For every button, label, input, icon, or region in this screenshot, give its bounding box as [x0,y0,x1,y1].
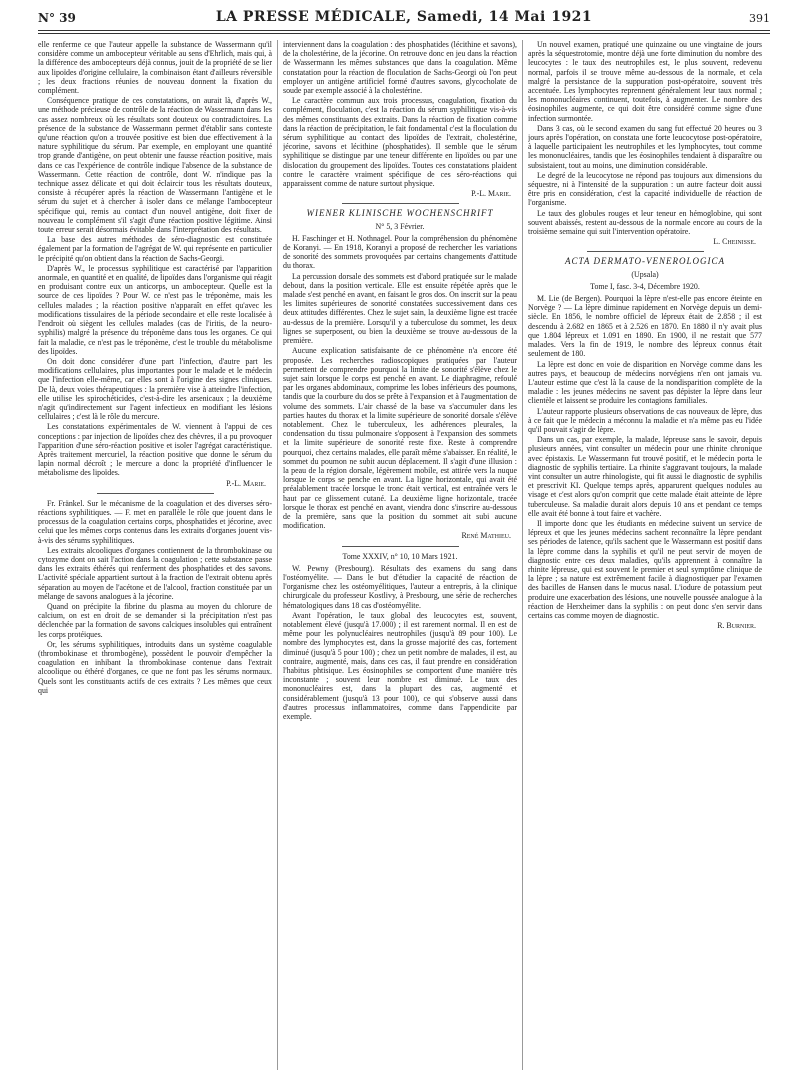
article-abstract: W. Pewny (Presbourg). Résultats des examens du sang dans l'ostéomyélite. — Dans le but d'étudier la capacité de réaction de l'organisme chez les ostéomyélitiques, l'auteur a entrepris, à la clinique chirurgicale du professeur Kostlivy, à Presbourg, une série de recherches hématologiques dans 18 cas d'ostéomyélite. [283,563,517,610]
paragraph: Le caractère commun aux trois processus, coagulation, fixation du complément, floculation, c'est la réaction du sérum syphilitique vis-à-vis des mêmes constituants des extraits. Dans la réaction de fixation comme dans la réaction de précipitation, le fait fondamental c'est la floculation du sérum syphilitique au contact des lipoïdes de l'extrait, cholestérine, jécorine, savons et lécithine (phosphatides). Il semble que le sérum syphilitique se distingue par une teneur différente en lipoïdes ou par une dislocation du groupement des lipoïdes. Toutes ces constatations plaident contre le caractère vraiment spécifique de ces séro-réactions qui apparaissent comme de nature surtout physique. [283,96,517,189]
author-signature: P.-L. Marie. [471,189,511,199]
paragraph: interviennent dans la coagulation : des phosphatides (lécithine et savons), de la cholestérine, de la jécorine. On retrouve donc en jeu dans la réaction de Wassermann les mêmes substances que dans la coagulation. Même constatation pour la réaction de floculation de Sachs-Georgi où l'on peut employer un antigène artificiel formé d'autres savons, glycocholate de soude par exemple associé à la cholestérine. [283,40,517,96]
header-rule-top [38,30,770,31]
column-divider-2 [522,40,523,1070]
paragraph: Le taux des globules rouges et leur teneur en hémoglobine, qui sont souvent abaissés, restent au-dessous de la normale encore au cours de la troisième semaine qui suit l'intervention opératoire. [528,208,762,237]
paragraph: Les extraits alcooliques d'organes contiennent de la thrombokinase ou cytozyme dont on sait l'action dans la coagulation ; cette substance passe dans les extraits éthérés qui renferment des phosphatides et des savons. L'activité spéciale appartient surtout à la fraction de l'extrait obtenu après séparation au moyen de l'acétone et de l'alcool, fraction constituée par un mélange de savons analogues à la jécorine. [38,545,272,601]
journal-header-title: LA PRESSE MÉDICALE, Samedi, 14 Mai 1921 [215,9,593,25]
author-signature: René Mathieu. [461,531,511,541]
paragraph: D'après W., le processus syphilitique est caractérisé par l'apparition anormale, en quantité et en qualité, de lipoïdes dans l'organisme qui réagit en produisant contre eux un anticorps, un ambocepteur. Quelle est la source de ces lipoïdes ? Pour W. ce n'est pas le tréponème, mais les cellules malades ; la réaction positive n'apparaît en effet qu'avec les modifications tissulaires de la période secondaire et elle reste localisée à l'endroit où siègent les cellules malades (cas de l'iritis, de la neuro-syphilis) malgré la présence du tréponème dans tous les organes. Ce qui fait la maladie, ce n'est pas le tréponème, c'est le trouble du métabolisme des lipoïdes. [38,263,272,356]
paragraph: Conséquence pratique de ces constatations, on aurait là, d'après W., une méthode précieuse de contrôle de la réaction de Wassermann dans les cas assez nombreux où les résultats sont douteux ou contradictoires. La présence de la substance de Wassermann permet d'établir sans conteste qu'une réaction qu'on a trouvée positive est bien due effectivement à la nature syphilitique du sérum. Par exemple, en employant une quantité trop grande d'antigène, on peut obtenir une fausse réaction positive, mais dans ce cas l'expérience de contrôle indique l'absence de la substance de Wassermann. Cette réaction de contrôle, dont W. n'indique pas la technique assez délicate et qui doit éclaircir tous les résultats douteux, consiste à récupérer après la réaction de Wassermann l'antigène et le sérum du sujet et à chercher à isoler dans ce mélange l'ambocepteur spécifique qui, remis au contact d'un nouvel antigène, doit fixer de nouveau le complément s'il s'agit d'une réaction positive légitime. Ainsi toute erreur serait désormais évitable dans l'interprétation des résultats. [38,96,272,235]
column-divider-1 [277,40,278,1070]
paragraph: La base des autres méthodes de séro-diagnostic est constituée également par la formation de l'agrégat de W. qui représente en particulier le précipité qu'on obtient dans la réaction de Sachs-Georgi. [38,235,272,263]
paragraph: Le degré de la leucocytose ne répond pas toujours aux dimensions du séquestre, ni à l'intensité de la suppuration : un autre facteur doit aussi être pris en considération, c'est la capacité individuelle de réaction de l'organisme. [528,170,762,208]
page-reference: 391 [749,12,770,25]
separator [342,203,459,204]
city-line: (Upsala) [631,269,659,279]
author-signature: P.-L. Marie. [226,478,266,488]
paragraph: Avant l'opération, le taux global des leucocytes est, souvent, notablement élevé (jusqu'à 17.000) ; il est rarement normal. Il en est de même pour les polynucléaires neutrophiles (jusqu'à 89 pour 100). Le nombre des lymphocytes est, dans la grosse majorité des cas, fortement diminué (jusqu'à 5 pour 100) ; chez un petit nombre de malades, il est, au contraire, augmenté, mais, dans ces cas, il faut prendre en considération l'habitus phtisique. Les éosinophiles se comportent d'une manière très inconstante ; souvent leur nombre est diminué. Le taux des mononucléaires est, dans la plupart des cas, augmenté et considérablement (jusqu'à 13 pour 100), ce qui s'observe aussi dans d'autres processus inflammatoires, comme dans l'appendicite par exemple. [283,610,517,722]
article-abstract: H. Faschinger et H. Nothnagel. Pour la compréhension du phénomène de Koranyi. — En 1918, Koranyi a proposé de rechercher les variations de sonorité des sommets provoquées par certains changements d'attitude du thorax. [283,233,517,271]
author-signature: L. Cheinisse. [713,237,756,247]
paragraph: Il importe donc que les étudiants en médecine suivent un service de lépreux et que les jeunes médecins sachent reconnaître la lèpre pendant ses périodes de latence, qu'ils sachent que le Wassermann est positif dans la lèpre comme dans la syphilis et qu'il ne peut servir de moyen de diagnostic entre ces deux maladies, qu'ils apprennent à connaître la rhinite lépreuse, qui est souvent le premier et seul symptôme clinique de la lèpre ; sa nature est extrêmement facile à diagnostiquer par l'examen des bacilles de Hansen dans le mucus nasal. L'iodure de potassium peut produire une exacerbation des lésions, une nouvelle poussée analogue à la réaction de Herxheimer dans la syphilis : on peut donc s'en servir dans certains cas comme moyen de diagnostic. [528,518,762,620]
page-number: N° 39 [38,11,76,25]
issue-line: Tome I, fasc. 3-4, Décembre 1920. [590,281,700,291]
column-1 [38,40,272,1072]
paragraph: La percussion dorsale des sommets est d'abord pratiquée sur le malade debout, dans la position verticale. Elle est ensuite répétée après que le malade s'est penché en avant, en faisant le gros dos. On inscrit sur la peau les limites supérieures de sonorité constatées successivement dans ces deux attitudes différentes. Chez le sujet sain, la deuxième ligne est tracée au-dessus de la première. Lorsqu'il y a tuberculose du sommet, les deux lignes se superposent, ou bien la deuxième se trouve au-dessous de la première. [283,271,517,346]
paragraph: Or, les sérums syphilitiques, introduits dans un système coagulable (thrombokinase et thrombogène), possèdent le pouvoir d'empêcher la coagulation en inhibant la thrombokinase contenue dans l'extrait alcoolique ou éthéré d'organes, ce que ne font pas les sérums normaux. Quels sont les constituants actifs de ces extraits ? Les mêmes que ceux qui [38,639,272,695]
journal-heading: ACTA DERMATO-VENEROLOGICA [565,256,725,267]
article-abstract: M. Lie (de Bergen). Pourquoi la lèpre n'est-elle pas encore éteinte en Norvège ? — La lèpre diminue rapidement en Norvège depuis un demi-siècle. En 1856, le nombre officiel de lépreux était de 2.858 ; il est descendu à 2.682 en 1865 et à 2.526 en 1870. En 1880 il n'y avait plus que 1.804 lépreux et 1.091 en 1890. En 1900, il ne restait que 577 malades. Vers la fin de 1919, le nombre des lépreux connus était seulement de 180. [528,294,762,359]
column-2 [283,40,517,1072]
paragraph: Aucune explication satisfaisante de ce phénomène n'a encore été proposée. Les recherches radioscopiques pratiquées par l'auteur permettent de comprendre pourquoi la limite de sonorité s'élève chez le sujet sain lorsque le corps est penché en avant. Le diaphragme, refoulé par les organes abdominaux, comprime les lobes inférieurs des poumons, tandis que la courbure du dos se prête à l'expansion et à l'augmentation de volume des sommets. L'air chassé de la base va s'accumuler dans les parties hautes du thorax et la limite supérieure de sonorité dorsale s'élève notablement. Chez le tuberculeux, les adhérences pleurales, la condensation du tissu pulmonaire s'opposent à l'expansion des sommets et la limite supérieure de sonorité reste fixe. Reste à comprendre pourquoi, chez certains malades, elle paraît même s'abaisser. En réalité, le sommet du poumon ne subit aucun déplacement. Il s'agit d'une illusion : la peau de la région dorsale, légèrement mobile, est attirée vers la nuque lorsque le corps se penche en avant. La ligne horizontale, qui avait été préalablement tracée lorsque le tronc était vertical, est entraînée vers le haut par ce glissement cutané. La deuxième ligne horizontale, tracée lorsque le thorax est penché en avant, viendra donc s'inscrire au-dessous de la première, sans que la position du sommet ait subi aucune modification. [283,346,517,531]
page-header [38,8,770,30]
paragraph: L'auteur rapporte plusieurs observations de cas nouveaux de lèpre, dus à ce fait que le médecin a méconnu la maladie et n'a même pas eu l'idée qu'il pouvait s'agir de lèpre. [528,406,762,434]
author-signature: R. Burnier. [717,621,756,631]
paragraph: Dans 3 cas, où le second examen du sang fut effectué 20 heures ou 3 jours après l'opération, on constata une forte leucocytose post-opératoire, à laquelle participaient les neutrophiles et les lymphocytes, tout comme les mononucléaires, tandis que les éosinophiles tendaient à disparaître ou subsistaient, tout au moins, une diminution considérable. [528,123,762,170]
journal-heading: WIENER KLINISCHE WOCHENSCHRIFT [306,208,494,219]
column-3 [528,40,762,1072]
separator [587,251,704,252]
header-rule-bottom [38,33,770,34]
paragraph: elle renferme ce que l'auteur appelle la substance de Wassermann qu'il considère comme un ambocepteur véritable au sens d'Ehrlich, mais qui, à la différence des ambocepteurs déjà connus, jouit de la propriété de se lier aux lipoïdes d'origine cellulaire, la combinaison étant d'ailleurs réversible ; les deux fractions réunies de nouveau donnent la fixation du complément. [38,40,272,96]
paragraph: On doit donc considérer d'une part l'infection, d'autre part les modifications cellulaires, plus importantes pour le malade et le médecin que l'infection elle-même, car elles sont à l'origine des signes cliniques. De là, deux voies thérapeutiques : la première vise à atteindre l'infection, elle utilise les spirochéticides, c'est-à-dire les arsenicaux ; la deuxième n'agit qu'indirectement sur l'agent infectieux en modifiant les lésions cellulaires ; c'est là le rôle du mercure. [38,356,272,422]
paragraph: Les constatations expérimentales de W. viennent à l'appui de ces conceptions : par injection de lipoïdes chez des chèvres, il a pu provoquer l'apparition d'une séro-réaction positive et isoler l'agrégat caractéristique. Après traitement mercuriel, la réaction positive que donne le sérum du lapin normal décroît ; le mercure a donc la propriété d'influencer le métabolisme des lipoïdes. [38,422,272,478]
separator [342,546,459,547]
paragraph: Quand on précipite la fibrine du plasma au moyen du chlorure de calcium, on est en droit de se demander si la précipitation n'est pas déclenchée par la formation de savons calciques insolubles qui entraînent les corps protéiques. [38,601,272,639]
separator [97,493,214,494]
article-abstract: Fr. Fränkel. Sur le mécanisme de la coagulation et des diverses séro-réactions syphilitiques. — F. met en parallèle le rôle que jouent dans le processus de la coagulation certains corps, phosphatides et jécorine, avec celui que les mêmes corps contenus dans les extraits d'organes jouent vis-à-vis des sérums syphilitiques. [38,498,272,545]
paragraph: La lèpre est donc en voie de disparition en Norvège comme dans les autres pays, et beaucoup de médecins norvégiens n'en ont jamais vu. L'auteur estime que c'est là la cause de la nondisparition complète de la maladie : les jeunes médecins ne savent pas dépister la lèpre dans leur clientèle et laissent se produire les contagions familiales. [528,359,762,406]
paragraph: Dans un cas, par exemple, la malade, lépreuse sans le savoir, depuis plusieurs années, vint consulter un médecin pour une rhinite chronique avec épistaxis. Le Wassermann fut trouvé positif, et le médecin porta le diagnostic de syphilis tertiaire. La rhinite s'aggravant toujours, la malade vint consulter un autre rhinologiste, qui fit aussi le diagnostic de syphilis et prescrivit KI. Quelque temps après, apparurent quelques nodules au visage et c'est alors qu'on comprit que cette malade était atteinte de lèpre tuberculeuse. Sa maladie durait alors depuis 10 ans et pendant ce temps elle avait été bonne à tout faire et vachère. [528,435,762,518]
paragraph: Un nouvel examen, pratiqué une quinzaine ou une vingtaine de jours après la séquestrotomie, montre déjà une forte diminution du nombre des leucocytes : le taux des neutrophiles est, le plus souvent, redevenu normal, parfois il se trouve même au-dessous de la normale, et cela malgré la persistance de la suppuration post-opératoire, souvent très accentuée. Les lymphocytes reprennent généralement leur taux normal ; les mononucléaires continuent, toutefois, à augmenter. Le nombre des éosinophiles augmente, ce qui doit être considéré comme signe d'une infection surmontée. [528,40,762,123]
issue-line: N° 5, 3 Février. [375,221,425,231]
issue-line: Tome XXXIV, n° 10, 10 Mars 1921. [342,551,458,561]
